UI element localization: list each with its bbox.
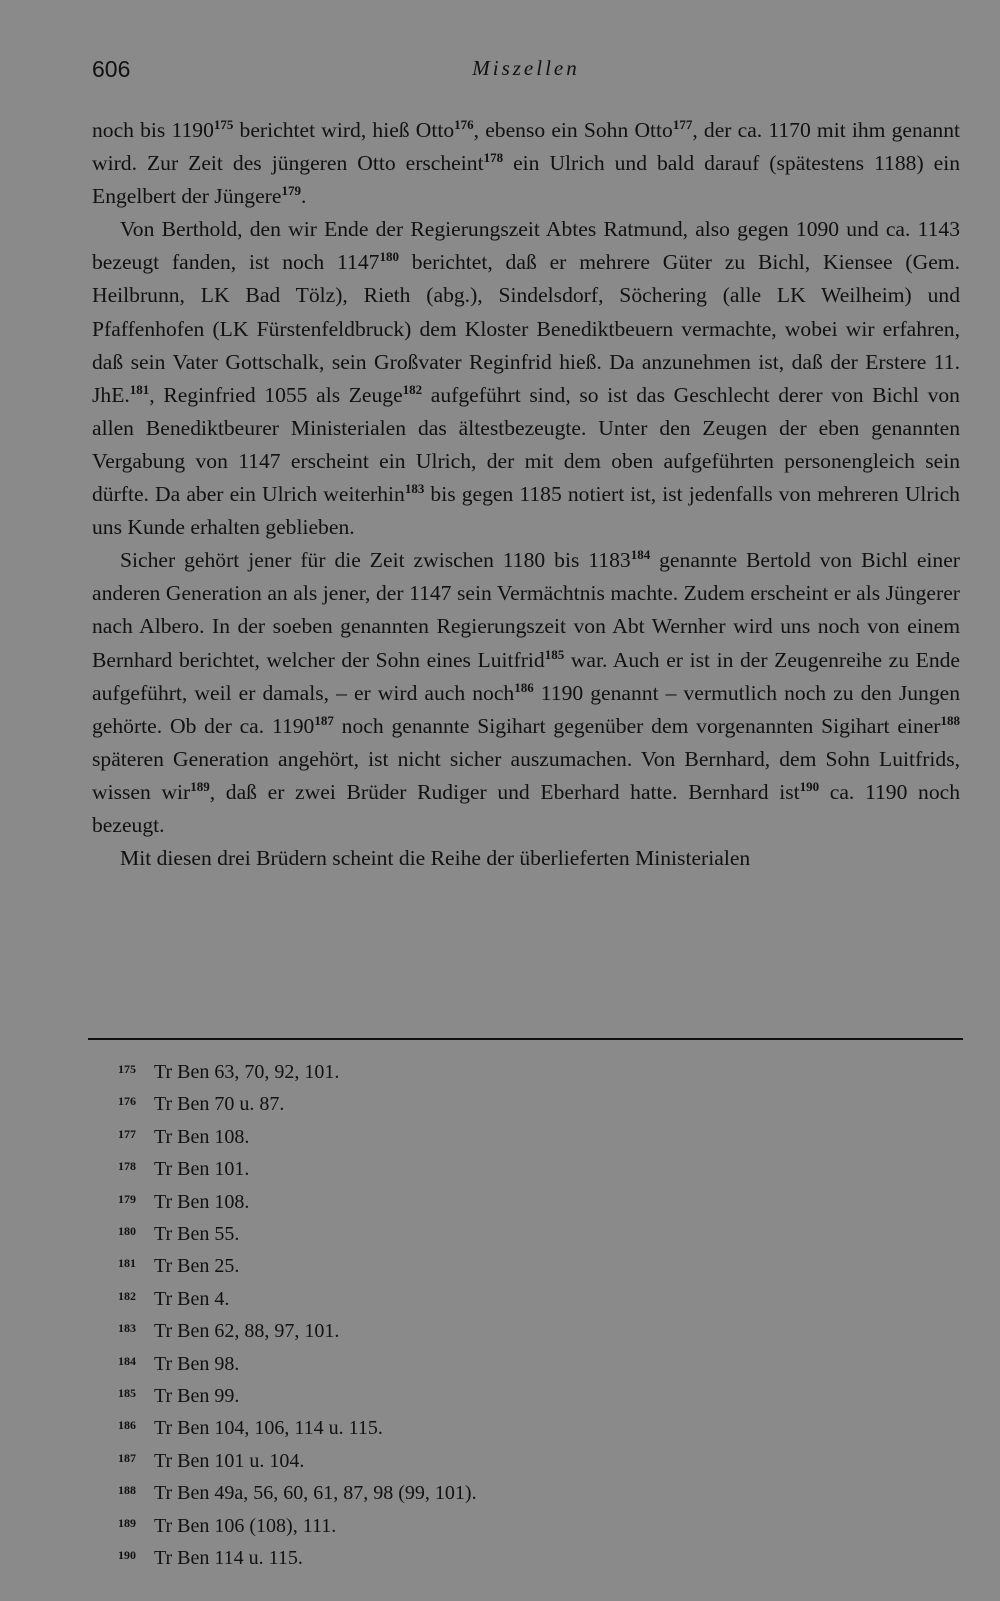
footnote-number: 188 — [118, 1483, 136, 1498]
footnote-text: Tr Ben 49a, 56, 60, 61, 87, 98 (99, 101). — [154, 1482, 477, 1505]
footnote-text: Tr Ben 63, 70, 92, 101. — [154, 1061, 340, 1083]
text-run: aufgeführt sind, so ist das Geschlecht derer von Bichl von allen Benediktbeurer Ministerialen das ältestbezeugte. Unter den Zeugen der eben genannten Vergabung von 1147 erscheint ein Ulrich, der mit dem oben aufgeführten personengleich sein dürfte. Da aber ein Ulrich weiterhin — [92, 382, 960, 507]
text-run: noch bis 1190 — [92, 118, 214, 142]
footnote-ref[interactable]: 190 — [799, 778, 820, 794]
footnote-item — [118, 1411, 818, 1443]
footnote-item — [118, 1444, 818, 1476]
footnote-ref[interactable]: 176 — [454, 117, 474, 132]
footnote-ref[interactable]: 175 — [213, 117, 234, 132]
text-run: späteren Generation angehört, ist nicht sicher auszumachen. Von Bernhard, dem Sohn Luitfrids, wissen wir — [92, 746, 960, 804]
text-run: , Reginfried 1055 als Zeuge — [149, 382, 403, 407]
footnote-ref[interactable]: 185 — [544, 646, 565, 662]
footnotes — [118, 1055, 818, 1574]
footnote-number: 175 — [118, 1062, 136, 1076]
footnote-text: Tr Ben 55. — [154, 1223, 240, 1246]
footnote-ref[interactable]: 183 — [404, 481, 425, 497]
footnote-number: 180 — [118, 1224, 136, 1239]
footnote-text: Tr Ben 104, 106, 114 u. 115. — [154, 1417, 383, 1440]
text-run: , daß er zwei Brüder Rudiger und Eberhard hatte. Bernhard ist — [209, 779, 800, 804]
footnote-ref[interactable]: 184 — [630, 547, 651, 563]
footnote-item — [118, 1347, 818, 1379]
footnote-text: Tr Ben 98. — [154, 1352, 240, 1375]
page-header — [92, 56, 960, 92]
footnote-number: 181 — [118, 1256, 136, 1271]
footnote-ref[interactable]: 188 — [940, 712, 960, 728]
footnote-number: 182 — [118, 1288, 136, 1303]
footnote-text: Tr Ben 62, 88, 97, 101. — [154, 1320, 340, 1343]
footnote-ref[interactable]: 178 — [483, 150, 504, 166]
footnote-item — [118, 1314, 818, 1346]
footnote-item — [118, 1379, 818, 1411]
footnote-number: 183 — [118, 1321, 136, 1336]
footnote-ref[interactable]: 179 — [281, 183, 301, 199]
paragraph — [92, 114, 960, 213]
footnote-text: Tr Ben 108. — [154, 1190, 250, 1213]
footnote-item — [118, 1152, 818, 1184]
footnote-text: Tr Ben 4. — [154, 1287, 230, 1310]
paragraph — [92, 213, 960, 544]
footnote-item — [118, 1185, 818, 1217]
running-title: Miszellen — [472, 56, 580, 80]
footnote-ref[interactable]: 186 — [514, 679, 534, 695]
footnote-item — [118, 1055, 818, 1087]
text-run: Mit diesen drei Brüdern scheint die Reihe der überlieferten Ministerialen — [120, 846, 751, 871]
text-run: berichtet wird, hieß Otto — [233, 118, 455, 142]
footnote-number: 178 — [118, 1159, 136, 1174]
footnote-item — [118, 1249, 818, 1281]
text-run: Sicher gehört jener für die Zeit zwischen 1180 bis 1183 — [120, 548, 631, 573]
footnote-number: 186 — [118, 1418, 136, 1433]
footnote-text: Tr Ben 101. — [154, 1158, 250, 1181]
body-text — [92, 114, 960, 875]
footnote-number: 177 — [118, 1126, 136, 1141]
footnote-ref[interactable]: 181 — [129, 381, 150, 397]
footnote-ref[interactable]: 182 — [402, 381, 423, 397]
footnote-number: 189 — [118, 1515, 136, 1530]
footnote-number: 185 — [118, 1386, 136, 1401]
text-run: . — [300, 184, 307, 209]
footnote-number: 176 — [118, 1094, 136, 1109]
footnote-number: 190 — [118, 1548, 136, 1563]
footnote-item — [118, 1217, 818, 1249]
text-run: bis gegen 1185 notiert ist, ist jedenfalls von mehreren Ulrich uns Kunde erhalten geblieben. — [92, 482, 960, 540]
footnote-item — [118, 1476, 818, 1508]
footnote-item — [118, 1282, 818, 1314]
footnote-text: Tr Ben 70 u. 87. — [154, 1093, 285, 1116]
paragraph — [92, 544, 960, 842]
page-number: 606 — [92, 56, 131, 82]
footnote-ref[interactable]: 177 — [672, 117, 693, 132]
footnote-text: Tr Ben 106 (108), 111. — [154, 1514, 337, 1537]
footnote-divider — [88, 1038, 963, 1040]
footnote-ref[interactable]: 180 — [379, 249, 399, 265]
text-run: Von Berthold, den wir Ende der Regierungszeit Abtes Ratmund, also gegen 1090 und ca. 1143 bezeugt fanden, ist noch 1147 — [92, 217, 960, 275]
text-run: genannte Bertold von Bichl einer anderen Generation an als jener, der 1147 sein Vermächtnis machte. Zudem erscheint er als Jüngerer nach Albero. In der soeben genannten Regierungszeit von Abt Wernher wird uns noch von einem Bernhard berichtet, welcher der Sohn eines Luitfrid — [92, 548, 960, 672]
footnote-item — [118, 1509, 818, 1541]
footnote-number: 187 — [118, 1450, 136, 1465]
footnote-number: 179 — [118, 1191, 136, 1206]
text-run: noch genannte Sigihart gegenüber dem vorgenannten Sigihart einer — [333, 713, 941, 738]
text-run: 1190 genannt – vermutlich noch zu den Jungen gehörte. Ob der ca. 1190 — [92, 680, 960, 738]
text-run: war. Auch er ist in der Zeugenreihe zu Ende aufgeführt, weil er damals, – er wird auch noch — [92, 647, 960, 705]
footnote-ref[interactable]: 187 — [314, 712, 334, 728]
text-run: , ebenso ein Sohn Otto — [473, 118, 673, 142]
text-run: ein Ulrich und bald darauf (spätestens 1188) ein Engelbert der Jüngere — [92, 151, 961, 209]
footnote-item — [118, 1087, 818, 1119]
text-run: ca. 1190 noch bezeugt. — [92, 779, 961, 837]
footnote-ref[interactable]: 189 — [190, 778, 210, 794]
footnote-text: Tr Ben 101 u. 104. — [154, 1449, 305, 1472]
footnote-text: Tr Ben 99. — [154, 1385, 240, 1408]
footnote-number: 184 — [118, 1353, 136, 1368]
footnote-text: Tr Ben 108. — [154, 1125, 250, 1148]
footnote-text: Tr Ben 114 u. 115. — [154, 1547, 303, 1570]
paragraph — [92, 842, 960, 875]
footnote-item — [118, 1541, 818, 1573]
footnote-item — [118, 1120, 818, 1152]
text-run: , der ca. 1170 mit ihm genannt wird. Zur Zeit des jüngeren Otto erscheint — [92, 118, 960, 176]
footnote-text: Tr Ben 25. — [154, 1255, 240, 1278]
text-run: berichtet, daß er mehrere Güter zu Bichl, Kiensee (Gem. Heilbrunn, LK Bad Tölz), Rieth (abg.), Sindelsdorf, Söchering (alle LK Weilheim) und Pfaffenhofen (LK Fürstenfeldbruck) dem Kloster Benediktbeuern vermachte, wobei wir erfahren, daß sein Vater Gottschalk, sein Großvater Reginfrid hieß. Da anzunehmen ist, daß der Erstere 11. JhE. — [92, 250, 960, 407]
